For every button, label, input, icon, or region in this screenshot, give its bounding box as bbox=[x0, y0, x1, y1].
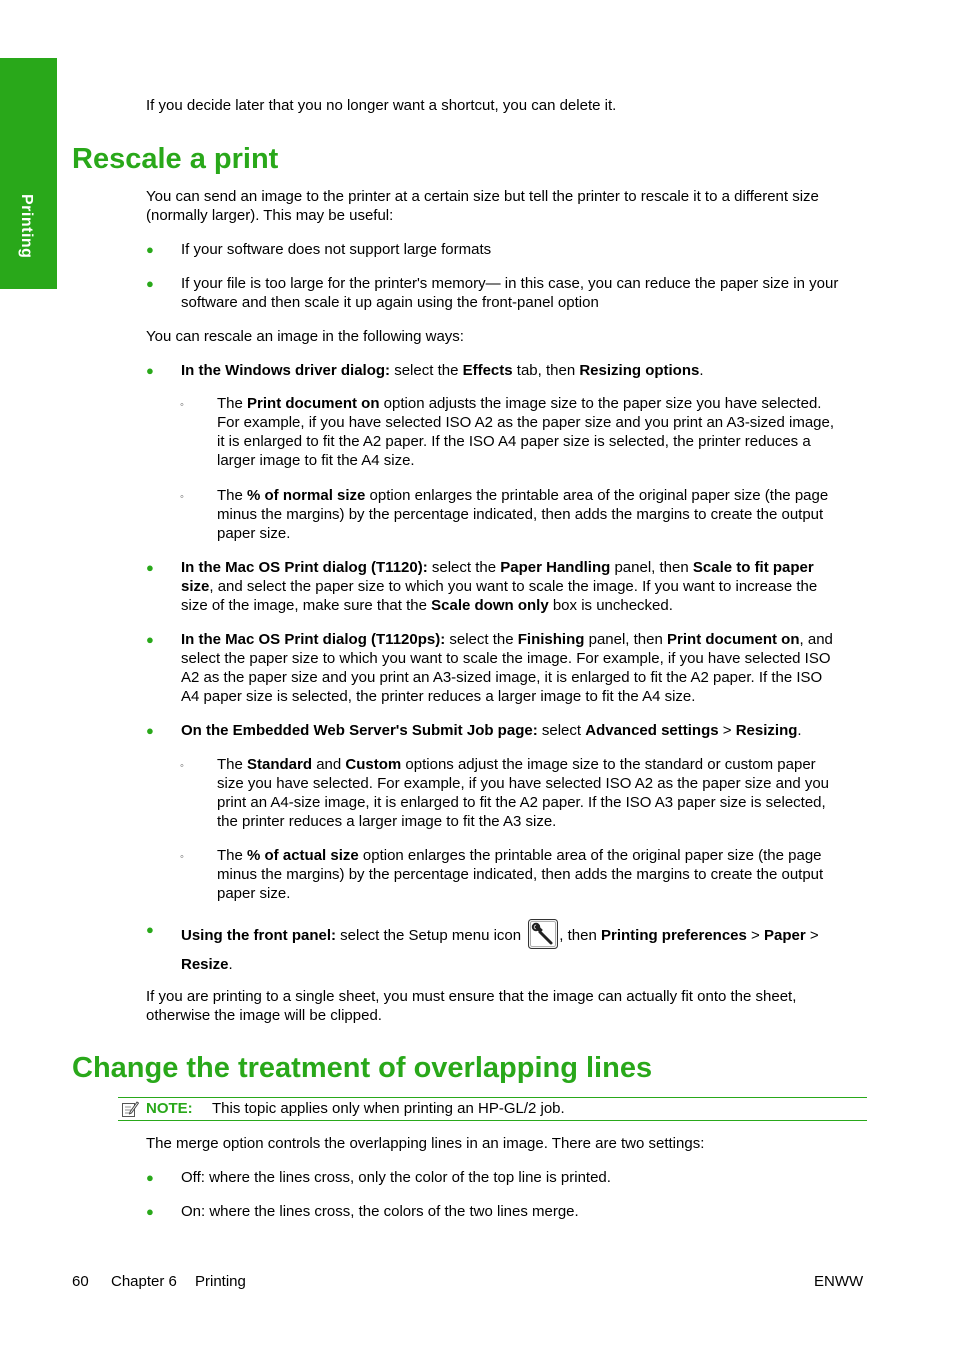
text: options adjust the image size to the standard or custom paper bbox=[401, 756, 816, 773]
text: panel, then bbox=[610, 559, 693, 576]
footer-chapter-name: Printing bbox=[195, 1273, 246, 1290]
sub-item bbox=[217, 846, 868, 903]
text: size you have selected. For example, if you have selected ISO A2 as the paper size and you bbox=[217, 775, 830, 792]
bullet-icon: ● bbox=[146, 560, 154, 575]
text: , and select the paper size to which you want to scale the image. If you want to increase the bbox=[209, 578, 818, 595]
text: The bbox=[217, 847, 248, 864]
lead-text: On the Embedded Web Server's Submit Job page: bbox=[181, 722, 538, 739]
note-label: NOTE: bbox=[146, 1100, 193, 1117]
bullet-icon: ● bbox=[146, 1204, 154, 1219]
note-box bbox=[118, 1097, 867, 1121]
text: paper size. bbox=[217, 525, 291, 542]
text: size of the image, make sure that the bbox=[181, 597, 432, 614]
term: Custom bbox=[345, 756, 402, 773]
text: If you are printing to a single sheet, you must ensure that the image can actually fit onto the sheet, bbox=[146, 988, 797, 1005]
sub-bullet-icon: ◦ bbox=[180, 399, 184, 411]
rescale-intro-line1: You can send an image to the printer at a certain size but tell the printer to rescale it to a different size bbox=[146, 188, 819, 205]
text: panel, then bbox=[584, 631, 668, 648]
text: select the bbox=[427, 559, 501, 576]
text: print an A4-size image, it is enlarged to fit the A2 paper. If the ISO A3 paper size is selected, bbox=[217, 794, 826, 811]
list-item-front-panel bbox=[181, 921, 868, 978]
term: Scale down only bbox=[431, 597, 549, 614]
text: select the Setup menu icon bbox=[336, 926, 526, 944]
text: > bbox=[718, 722, 736, 739]
note-icon bbox=[121, 1100, 139, 1118]
term: Scale to fit paper bbox=[692, 559, 814, 576]
text: tab, then bbox=[512, 362, 580, 379]
term: % of actual size bbox=[247, 847, 359, 864]
bullet-icon: ● bbox=[146, 242, 154, 257]
list-item-line: software and then scale it up again using the front-panel option bbox=[181, 294, 599, 311]
bullet-icon: ● bbox=[146, 922, 154, 937]
footer-code: ENWW bbox=[814, 1273, 864, 1290]
wrench-icon bbox=[528, 919, 558, 949]
text: . bbox=[228, 956, 233, 973]
text: box is unchecked. bbox=[548, 597, 673, 614]
sub-item bbox=[217, 755, 868, 831]
footer-chapter: Chapter 6 bbox=[111, 1273, 177, 1290]
side-tab bbox=[0, 58, 57, 289]
text: paper size. bbox=[217, 885, 291, 902]
text: it is enlarged to fit the A2 paper. If the ISO A4 paper size is selected, the printer reduces a bbox=[217, 433, 811, 450]
text: A2 as the paper size and you print an A3-sized image, it is enlarged to fit the A2 paper. If the ISO bbox=[181, 669, 823, 686]
term: Finishing bbox=[517, 631, 585, 648]
list-item-windows bbox=[181, 361, 868, 380]
text: minus the margins) by the percentage indicated, then adds the margins to create the output bbox=[217, 506, 824, 523]
list-item-mac-t1120 bbox=[181, 558, 868, 615]
list-item bbox=[181, 274, 868, 312]
text: option enlarges the printable area of the original paper size (the page bbox=[365, 487, 829, 504]
bullet-icon: ● bbox=[146, 276, 154, 291]
lead-text: Using the front panel: bbox=[181, 926, 336, 944]
list-item-mac-t1120ps bbox=[181, 630, 868, 706]
rescale-intro-line2: (normally larger). This may be useful: bbox=[146, 207, 394, 224]
text: otherwise the image will be clipped. bbox=[146, 1007, 382, 1024]
text: and bbox=[312, 756, 346, 773]
term: Advanced settings bbox=[585, 722, 719, 739]
list-item: If your software does not support large formats bbox=[181, 241, 492, 258]
merge-intro: The merge option controls the overlapping lines in an image. There are two settings: bbox=[146, 1135, 705, 1152]
term: Paper Handling bbox=[500, 559, 611, 576]
text: > bbox=[805, 926, 819, 944]
text: . bbox=[699, 362, 704, 379]
text: The bbox=[217, 487, 248, 504]
text: minus the margins) by the percentage indicated, then adds the margins to create the output bbox=[217, 866, 824, 883]
list-item-ews bbox=[181, 721, 868, 740]
section-title-rescale: Rescale a print bbox=[72, 143, 279, 175]
text: , then bbox=[559, 926, 601, 944]
lead-text: In the Mac OS Print dialog (T1120ps): bbox=[181, 631, 446, 648]
sub-item bbox=[217, 486, 868, 543]
bullet-icon: ● bbox=[146, 723, 154, 738]
text: The bbox=[217, 756, 248, 773]
page-number: 60 bbox=[72, 1273, 89, 1290]
term: size bbox=[181, 578, 210, 595]
rescale-intro bbox=[146, 187, 868, 225]
note-text: This topic applies only when printing an HP-GL/2 job. bbox=[212, 1100, 565, 1117]
text: option adjusts the image size to the paper size you have selected. bbox=[379, 395, 822, 412]
text: > bbox=[746, 926, 764, 944]
term: Resize bbox=[181, 956, 229, 973]
bullet-icon: ● bbox=[146, 363, 154, 378]
term: Standard bbox=[247, 756, 313, 773]
text: . bbox=[797, 722, 802, 739]
section-title-overlapping-lines: Change the treatment of overlapping lines bbox=[72, 1052, 653, 1084]
term: Paper bbox=[763, 926, 806, 944]
term: Printing preferences bbox=[600, 926, 747, 944]
list-item: Off: where the lines cross, only the color of the top line is printed. bbox=[181, 1169, 611, 1186]
list-item: On: where the lines cross, the colors of the two lines merge. bbox=[181, 1203, 579, 1220]
text: select the bbox=[390, 362, 463, 379]
sub-bullet-icon: ◦ bbox=[180, 760, 184, 772]
term-effects: Effects bbox=[462, 362, 513, 379]
text: The bbox=[217, 395, 248, 412]
text: larger image to fit the A4 size. bbox=[217, 452, 415, 469]
bullet-icon: ● bbox=[146, 1170, 154, 1185]
text: option enlarges the printable area of the original paper size (the page bbox=[358, 847, 822, 864]
intro-text: If you decide later that you no longer want a shortcut, you can delete it. bbox=[146, 97, 617, 114]
text: select the paper size to which you want to scale the image. For example, if you have selected ISO bbox=[181, 650, 831, 667]
text: For example, if you have selected ISO A2 as the paper size and you print an A3-sized image, bbox=[217, 414, 835, 431]
term: Print document on bbox=[667, 631, 800, 648]
text: select the bbox=[445, 631, 518, 648]
bullet-icon: ● bbox=[146, 632, 154, 647]
sub-item bbox=[217, 394, 868, 470]
text: A4 paper size is selected, the printer reduces a larger image to fit the A4 size. bbox=[181, 688, 696, 705]
text: select bbox=[537, 722, 586, 739]
sub-bullet-icon: ◦ bbox=[180, 851, 184, 863]
text: the printer reduces a larger image to fit the A3 size. bbox=[217, 813, 557, 830]
side-tab-label: Printing bbox=[18, 194, 35, 259]
ways-intro: You can rescale an image in the following ways: bbox=[146, 328, 464, 345]
sub-bullet-icon: ◦ bbox=[180, 491, 184, 503]
term-resizing-options: Resizing options bbox=[579, 362, 700, 379]
lead-text: In the Windows driver dialog: bbox=[181, 362, 391, 379]
term: Resizing bbox=[735, 722, 798, 739]
term: Print document on bbox=[247, 395, 380, 412]
clip-warning bbox=[146, 987, 868, 1025]
term: % of normal size bbox=[247, 487, 366, 504]
text: , and bbox=[799, 631, 833, 648]
lead-text: In the Mac OS Print dialog (T1120): bbox=[181, 559, 428, 576]
list-item-line: If your file is too large for the printer's memory— in this case, you can reduce the paper size in your bbox=[181, 275, 839, 292]
